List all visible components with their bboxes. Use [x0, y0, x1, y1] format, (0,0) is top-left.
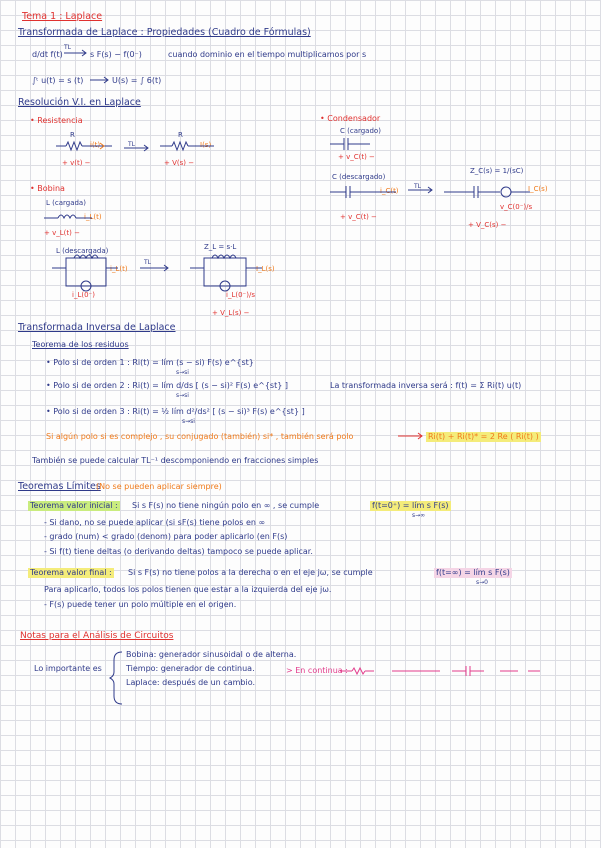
final-value-label: Teorema valor final :	[30, 568, 112, 577]
final-value-text: Si s F(s) no tiene polos a la derecha o en el eje jω, se cumple	[128, 568, 373, 577]
inverse-sum-note: La transformada inversa será : f(t) = Σ Ri(t) u(t)	[330, 381, 522, 390]
capacitor-charged-drawing	[330, 138, 370, 150]
initial-value-bullet-1: - Si dano, no se puede aplicar (si sF(s) tiene polos en ∞	[44, 518, 266, 527]
partial-fractions-note: También se puede calcular TL⁻¹ descomponiendo en fracciones simples	[32, 456, 319, 465]
capacitor-voltage-time: + v_C(t) −	[340, 213, 377, 221]
final-value-bullet-1: Para aplicarlo, todos los polos tienen que estar a la izquierda del eje jω.	[44, 585, 332, 594]
resistor-label: • Resistencia	[30, 116, 83, 125]
residue-order-2: • Polo si de orden 2 : Ri(t) = lím d/ds [ (s − si)² F(s) e^{st} ]	[46, 381, 288, 390]
capacitor-charged-voltage: + v_C(t) −	[338, 153, 375, 161]
notes-lead: Lo importante es	[34, 664, 102, 673]
page-title: Tema 1 : Laplace	[22, 11, 103, 22]
resistor-current-time: i(t)	[90, 141, 101, 149]
residue-order-1-sub: s→si	[176, 369, 189, 376]
capacitor-current-s: I_C(s)	[528, 185, 548, 193]
resistor-s-drawing	[160, 142, 214, 150]
final-value-formula: f(t=∞) = lím s F(s)	[436, 568, 510, 577]
en-continua-label: > En continua :	[286, 666, 348, 675]
residue-order-1: • Polo si de orden 1 : Ri(t) = lím (s − si) F(s) e^{st}	[46, 358, 254, 367]
capacitor-arrow-label: TL	[414, 183, 422, 190]
inductor-voltage-time: + v_L(t) −	[44, 229, 80, 237]
capacitor-discharged-label: C (descargado)	[332, 173, 386, 181]
inductor-voltage-s: + V_L(s) −	[212, 309, 250, 317]
residue-order-3: • Polo si de orden 3 : Ri(t) = ½ lím d²/ds² [ (s − si)³ F(s) e^{st} ]	[46, 407, 305, 416]
section-heading-properties: Transformada de Laplace : Propiedades (Cuadro de Fórmulas)	[18, 27, 311, 38]
inductor-discharged-label: L (descargada)	[56, 247, 109, 255]
derivative-lhs: d/dt f(t)	[32, 50, 63, 59]
resistor-current-s: I(s)	[200, 141, 212, 149]
inductor-arrow-label: TL	[144, 259, 152, 266]
section-heading-inverse: Transformada Inversa de Laplace	[18, 322, 176, 333]
derivative-arrow	[64, 50, 86, 56]
capacitor-current-time: i_C(t)	[380, 187, 399, 195]
resistor-r-label-s: R	[178, 131, 183, 139]
complex-pole-arrow	[398, 433, 422, 439]
initial-value-label: Teorema valor inicial :	[30, 501, 118, 510]
resistor-r-label: R	[70, 131, 75, 139]
resistor-tl-arrow	[124, 145, 148, 151]
initial-value-formula: f(t=0⁺) = lím s F(s)	[372, 501, 449, 510]
inductor-impedance: Z_L = s·L	[204, 243, 237, 251]
residue-order-2-sub: s→si	[176, 392, 189, 399]
capacitor-tl-arrow	[408, 187, 432, 193]
inductor-charged-drawing	[44, 215, 92, 218]
derivative-note: cuando dominio en el tiempo multiplicamos por s	[168, 50, 367, 59]
initial-value-bullet-2: - grado (num) < grado (denom) para poder aplicarlo (en F(s)	[44, 532, 288, 541]
inductor-current-time-2: i_L(t)	[110, 265, 128, 273]
complex-pole-result: Ri(t) + Ri(t)* = 2 Re ( Ri(t) )	[428, 432, 539, 441]
capacitor-charged-label: C (cargado)	[340, 127, 381, 135]
capacitor-voltage-s: + V_C(s) −	[468, 221, 507, 229]
section-heading-limits: Teoremas Límites	[18, 481, 101, 492]
residue-order-3-sub: s→si	[182, 418, 195, 425]
limits-note: (No se pueden aplicar siempre)	[96, 482, 222, 491]
initial-value-text: Si s F(s) no tiene ningún polo en ∞ , se cumple	[132, 501, 320, 510]
inductor-discharged-drawing	[52, 255, 118, 291]
derivative-arrow-label: TL	[64, 44, 72, 51]
capacitor-s-drawing	[444, 186, 530, 198]
final-value-sub: s→0	[476, 579, 488, 586]
inductor-current-time: i_L(t)	[84, 213, 102, 221]
initial-value-bullet-3: - Si f(t) tiene deltas (o derivando deltas) tampoco se puede aplicar.	[44, 547, 313, 556]
residue-theorem-label: Teorema de los residuos	[32, 340, 129, 349]
resistor-voltage-s: + V(s) −	[164, 159, 195, 167]
initial-value-sub: s→∞	[412, 512, 426, 519]
notes-item-b: Tiempo: generador de continua.	[126, 664, 255, 673]
inductor-current-s: I_L(s)	[256, 265, 275, 273]
inductor-tl-arrow	[140, 265, 168, 271]
notes-item-c: Laplace: después de un cambio.	[126, 678, 255, 687]
section-heading-vi-laplace: Resolución V.I. en Laplace	[18, 97, 141, 108]
complex-pole-note: Si algún polo si es complejo , su conjugado (también) si* , también será polo	[46, 432, 354, 441]
derivative-rhs: s F(s) − f(0⁻)	[90, 50, 142, 59]
notes-bracket	[110, 652, 122, 704]
integral-arrow	[90, 77, 108, 83]
resistor-voltage-time: + v(t) −	[62, 159, 91, 167]
final-value-bullet-2: - F(s) puede tener un polo múltiple en el origen.	[44, 600, 237, 609]
inductor-source-s: i_L(0⁻)/s	[226, 291, 255, 299]
inductor-s-drawing	[190, 255, 262, 291]
integral-lhs: ∫ᵗ u(t) = s (t)	[32, 76, 84, 85]
notes-item-a: Bobina: generador sinusoidal o de alterna.	[126, 650, 297, 659]
capacitor-discharged-drawing	[330, 186, 396, 198]
inductor-label: • Bobina	[30, 184, 65, 193]
en-continua-drawing	[340, 666, 540, 676]
capacitor-label: • Condensador	[320, 114, 381, 123]
integral-rhs: U(s) = ∫ 6(t)	[112, 76, 162, 85]
resistor-arrow-label: TL	[128, 141, 136, 148]
inductor-charged-label: L (cargada)	[46, 199, 86, 207]
section-heading-notes: Notas para el Análisis de Circuitos	[20, 631, 174, 641]
capacitor-impedance: Z_C(s) = 1/(sC)	[470, 167, 524, 175]
inductor-source-value: i_L(0⁻)	[72, 291, 95, 299]
capacitor-source-value: v_C(0⁻)/s	[500, 203, 533, 211]
